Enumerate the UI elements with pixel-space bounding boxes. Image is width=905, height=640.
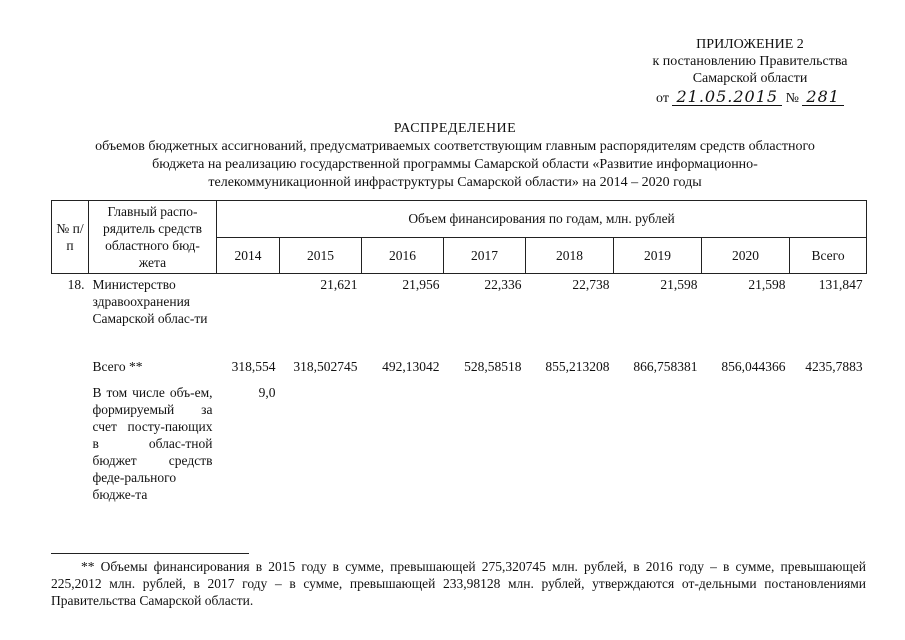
row-value: 856,044366 [721, 358, 786, 374]
row-value: 866,758381 [633, 358, 698, 374]
appendix-title: ПРИЛОЖЕНИЕ 2 [696, 37, 804, 52]
header-year: 2020 [702, 237, 790, 274]
document-title-block [40, 120, 870, 192]
header-year: 2016 [362, 237, 444, 274]
appendix-line-2: Самарской области [692, 71, 808, 86]
row-value [444, 382, 526, 505]
row-value: 21,956 [402, 277, 440, 292]
subtitle-line-1: объемов бюджетных ассигнований, предусматриваемых соответствующим главным распорядителям средств областного [95, 139, 815, 154]
row-name: Министерство здравоохранения Самарской облас-ти [92, 277, 208, 326]
subtitle-line-2: бюджета на реализацию государственной программы Самарской области «Развитие информационно- [152, 157, 758, 172]
appendix-line-1: к постановлению Правительства [652, 54, 848, 69]
row-value: 318,502745 [293, 358, 358, 374]
table-row [52, 274, 867, 356]
row-name: Всего ** [92, 358, 143, 374]
row-value [362, 382, 444, 505]
document-title: РАСПРЕДЕЛЕНИЕ [393, 121, 517, 136]
row-value: 855,213208 [545, 358, 610, 374]
table-row [52, 356, 867, 382]
footnote-text: ** Объемы финансирования в 2015 году в сумме, превышающей 275,320745 млн. рублей, в 2016 году – в сумме, превышающей 225,2012 млн. рублей, в 2017 году – в сумме, превышающей 233,98128 млн. рублей, утверждаются от-дельными постановлениями Правительства Самарской области. [51, 559, 866, 608]
row-total: 4235,7883 [805, 358, 863, 374]
subtitle-line-3: телекоммуникационной инфраструктуры Самарской области» на 2014 – 2020 годы [208, 175, 702, 190]
row-total [790, 382, 867, 505]
header-year: 2017 [444, 237, 526, 274]
header-year: 2015 [280, 237, 362, 274]
row-value: 22,336 [484, 277, 522, 292]
row-value: 9,0 [258, 384, 276, 400]
funding-table [51, 200, 867, 505]
row-num [52, 356, 89, 382]
row-value [526, 382, 614, 505]
row-num [52, 382, 89, 505]
row-total: 131,847 [818, 277, 863, 292]
header-distributor: Главный распо-рядитель средств областного бюд-жета [89, 201, 217, 274]
footnote-divider [51, 553, 249, 554]
date-prefix: от [656, 91, 669, 106]
row-value [614, 382, 702, 505]
handwritten-date: 21.05.2015 [672, 88, 782, 106]
row-value: 528,58518 [464, 358, 522, 374]
row-value: 22,738 [572, 277, 610, 292]
row-num: 18. [67, 277, 85, 292]
handwritten-number: 281 [802, 88, 844, 106]
header-year: 2019 [614, 237, 702, 274]
row-value [702, 382, 790, 505]
row-value [280, 382, 362, 505]
appendix-header [600, 36, 900, 107]
row-value: 21,598 [660, 277, 698, 292]
header-year: 2014 [217, 237, 280, 274]
row-value: 492,13042 [382, 358, 440, 374]
number-prefix: № [785, 91, 799, 106]
appendix-date-number [600, 88, 900, 107]
row-value [217, 274, 280, 356]
row-value: 21,598 [748, 277, 786, 292]
row-name: В том числе объ-ем, формируемый за счет посту-пающих в облас-тной бюджет средств феде-рального бюдже-та [92, 384, 213, 502]
header-year: 2018 [526, 237, 614, 274]
table-row [52, 382, 867, 505]
header-funding-group: Объем финансирования по годам, млн. рублей [217, 201, 867, 238]
header-num: № п/п [52, 201, 89, 274]
row-value: 318,554 [231, 358, 276, 374]
row-value: 21,621 [320, 277, 358, 292]
header-total: Всего [790, 237, 867, 274]
